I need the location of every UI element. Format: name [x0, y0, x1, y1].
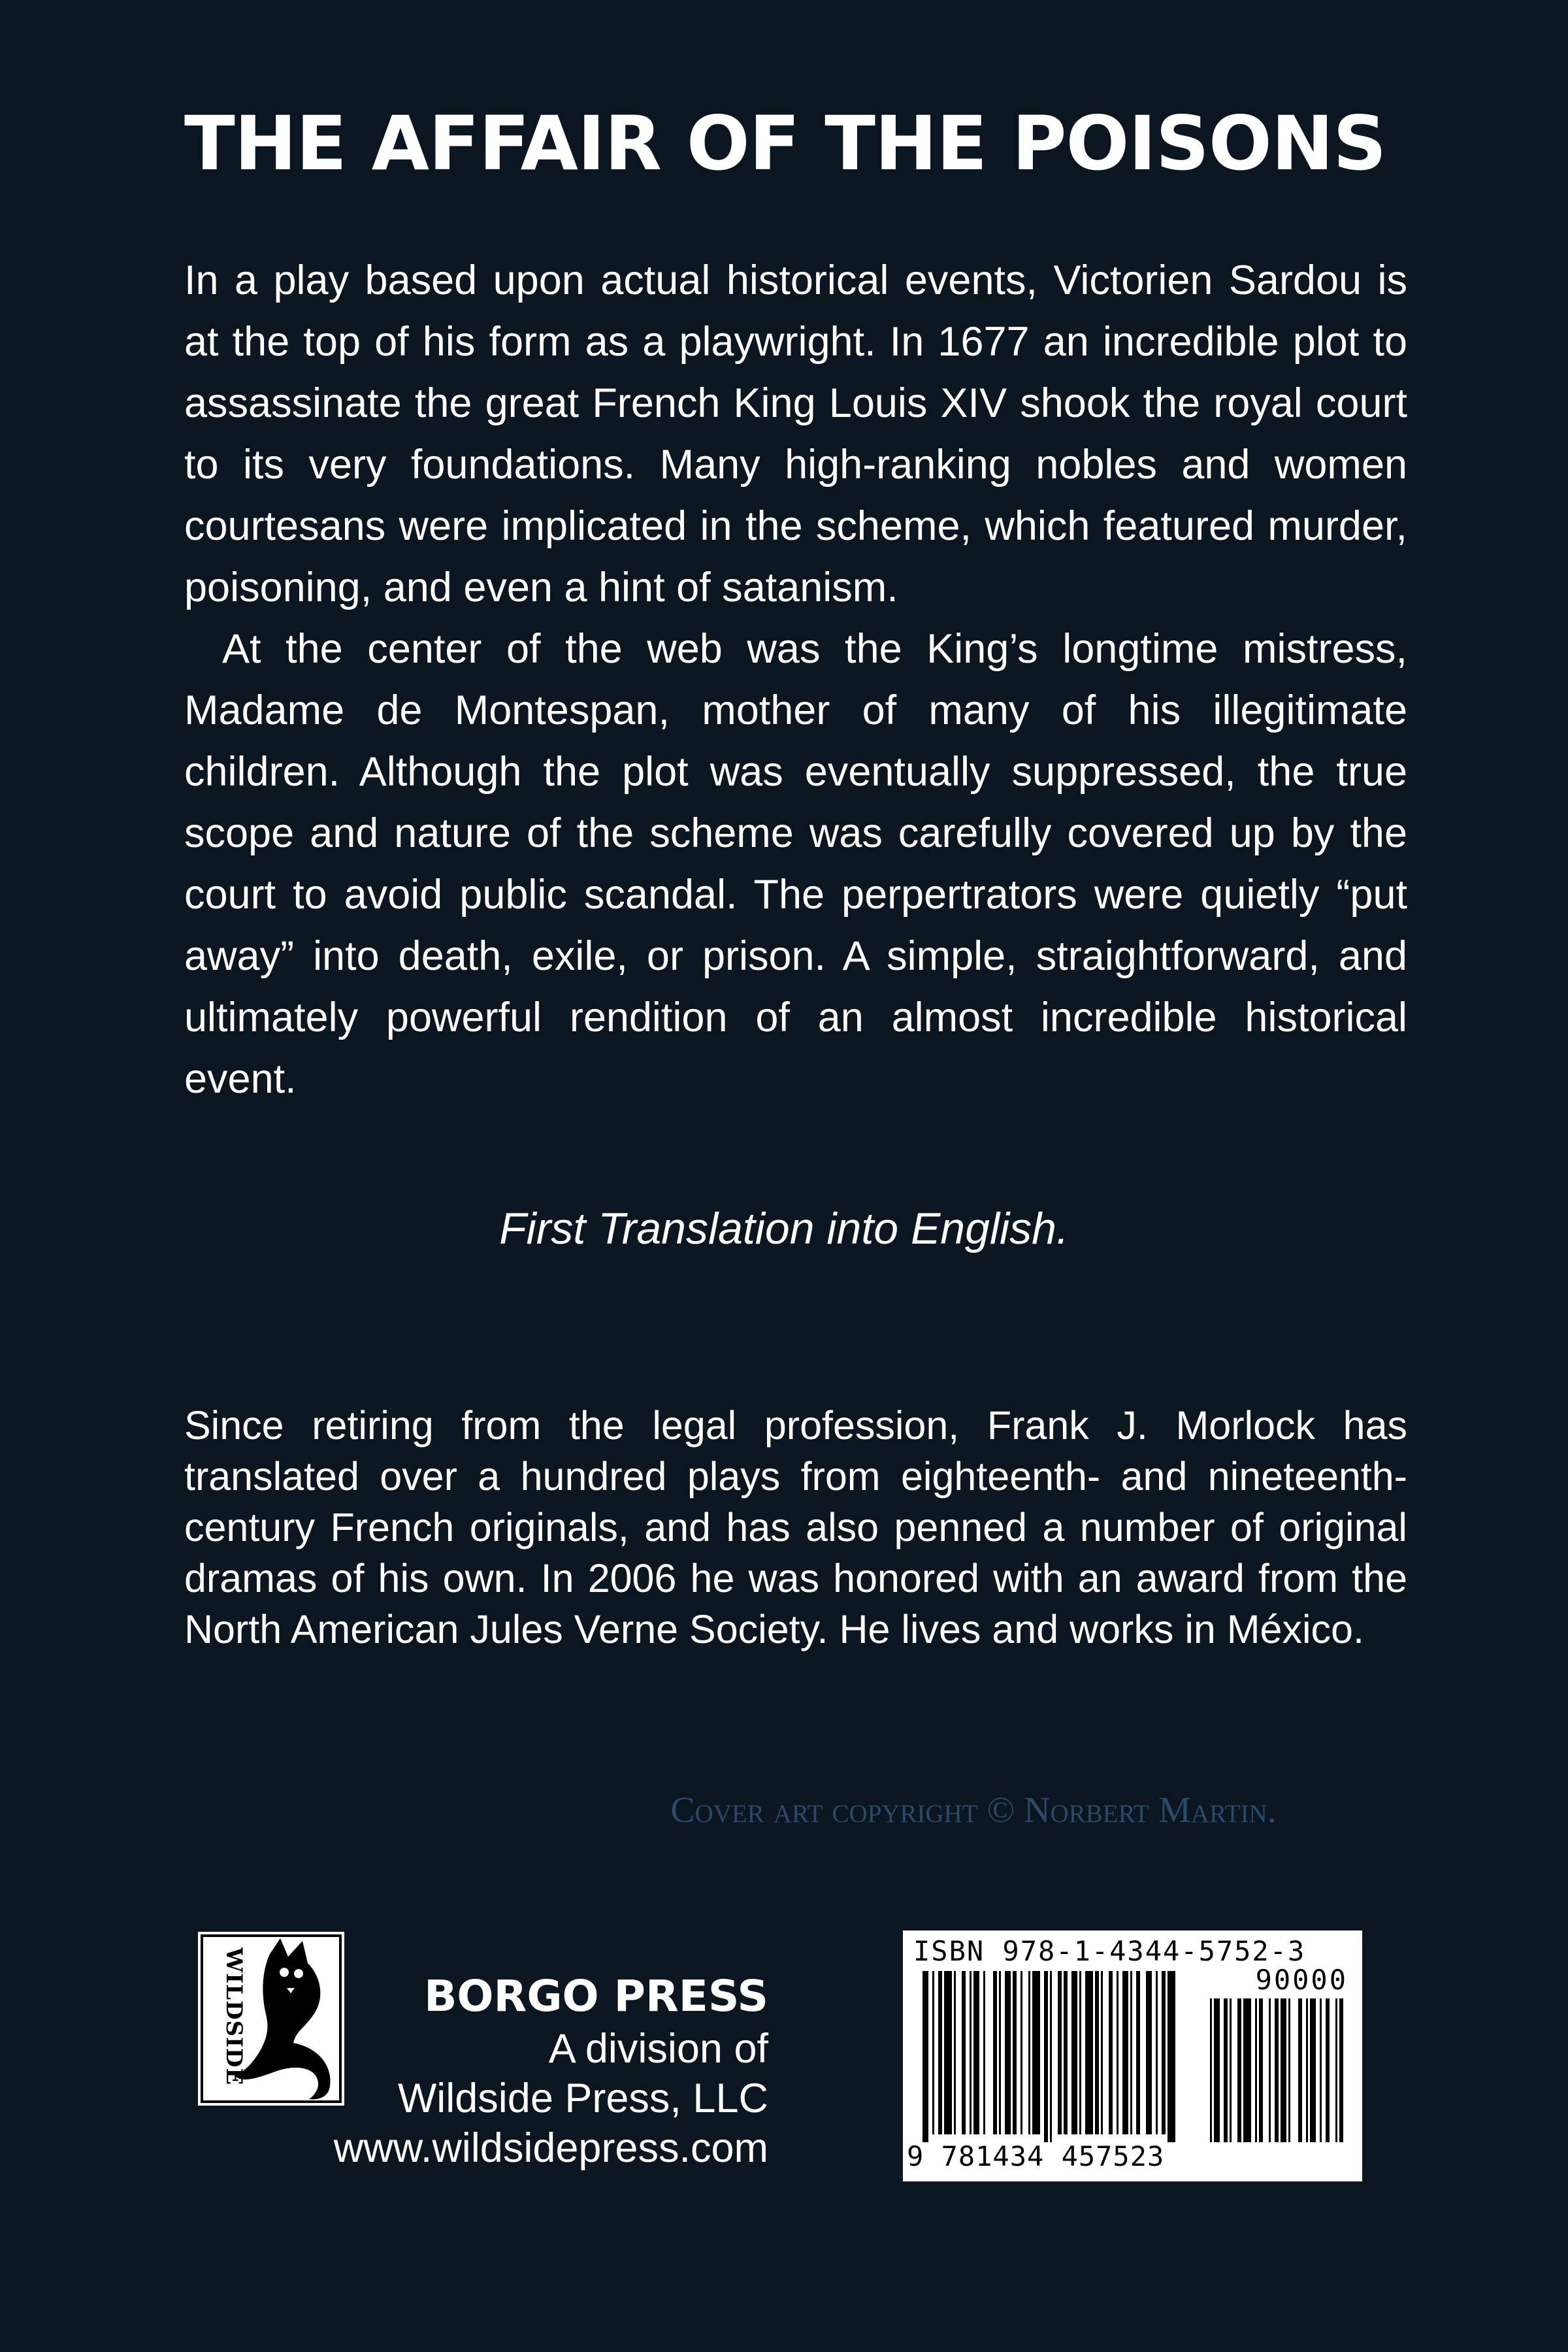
barcode-bar: [1013, 1971, 1017, 2134]
cover-art-credit: Cover art copyright © Norbert Martin.: [670, 1790, 1277, 1830]
barcode-bar: [1146, 1971, 1152, 2134]
barcode-bar: [1079, 1971, 1081, 2134]
barcode-bar: [1168, 1971, 1175, 2142]
supplemental-bar: [1275, 1998, 1279, 2142]
barcode-bar: [1021, 1971, 1022, 2134]
supplemental-bar: [1306, 1998, 1308, 2142]
barcode-bar: [938, 1971, 942, 2134]
price-code: 90000: [1255, 1964, 1348, 1996]
barcode-bar: [1122, 1971, 1128, 2134]
barcode-bar: [1136, 1971, 1140, 2134]
barcode-bar: [1130, 1971, 1132, 2134]
barcode-bar: [983, 1971, 985, 2134]
barcode-bar: [944, 1971, 952, 2134]
publisher-website: www.wildsidepress.com: [333, 2125, 768, 2171]
barcode-bar: [970, 1971, 972, 2134]
barcode-bar: [1117, 1971, 1119, 2134]
publisher-division: A division of: [548, 2026, 768, 2072]
barcode-bar: [1028, 1971, 1030, 2134]
supplemental-bar: [1224, 1998, 1228, 2142]
translation-tagline: First Translation into English.: [499, 1204, 1069, 1253]
barcode-bar: [1050, 1971, 1052, 2142]
isbn-barcode: [903, 1930, 1362, 2181]
barcode-bar: [1005, 1971, 1011, 2134]
supplemental-bar: [1243, 1998, 1251, 2142]
isbn-label: ISBN 978-1-4344-5752-3: [913, 1935, 1306, 1967]
ean-digits: 9 781434 457523: [907, 2140, 1165, 2172]
barcode-bar: [1071, 1971, 1077, 2134]
supplemental-bar: [1298, 1998, 1302, 2142]
blurb-paragraph: In a play based upon actual historical events, Victorien Sardou is at the top of his form as a playwright. In 1677 an incredible plot to assassinate the great French King Louis XIV shook the royal court to its very foundations. Many high-ranking nobles and women courtesans were implicated in the scheme, which featured murder, poisoning, and even a hint of satanism.: [184, 257, 1407, 610]
barcode-bar: [1156, 1971, 1158, 2134]
supplemental-bar: [1281, 1998, 1286, 2142]
barcode-bar: [1109, 1971, 1113, 2134]
supplemental-bar: [1288, 1998, 1290, 2142]
barcode-bar: [1044, 1971, 1048, 2142]
supplemental-bar: [1230, 1998, 1232, 2142]
supplemental-bar: [1339, 1998, 1343, 2142]
barcode-bar: [1032, 1971, 1040, 2134]
book-title: THE AFFAIR OF THE POISONS: [184, 100, 1386, 187]
publisher-name: BORGO PRESS: [424, 1971, 768, 2021]
blurb-paragraph: At the center of the web was the King’s longtime mistress, Madame de Montespan, mother of many of his illegitimate children. Although the plot was eventually suppressed, the true scope and nature of the scheme was carefully covered up by the court to avoid public scandal. The perpertrators were quietly “put away” into death, exile, or prison. A simple, straightforward, and ultimately powerful rendition of an almost incredible historical event.: [184, 626, 1407, 1102]
barcode-bar: [932, 1971, 934, 2134]
barcode-bar: [1162, 1971, 1166, 2134]
barcode-bar: [962, 1971, 966, 2134]
book-blurb: [184, 250, 1407, 1110]
supplemental-bar: [1269, 1998, 1271, 2142]
supplemental-bar: [1326, 1998, 1330, 2142]
barcode-bar: [993, 1971, 997, 2134]
publisher-parent: Wildside Press, LLC: [397, 2076, 768, 2121]
author-bio: Since retiring from the legal profession, Frank J. Morlock has translated over a hundred plays from eighteenth- and nineteenth-century French originals, and has also penned a number of original dramas of his own. In 2006 he was honored with an award from the North American Jules Verne Society. He lives and works in México.: [184, 1403, 1407, 1651]
supplemental-bar: [1214, 1998, 1220, 2142]
supplemental-bar: [1320, 1998, 1322, 2142]
barcode-bar: [973, 1971, 979, 2134]
barcode-bar: [1085, 1971, 1093, 2134]
publisher-info: [248, 1969, 768, 2173]
barcode-bar: [954, 1971, 956, 2134]
barcode-bar: [1095, 1971, 1099, 2134]
supplemental-bar: [1210, 1998, 1212, 2142]
logo-text: WILDSIDE: [221, 1947, 247, 2086]
barcode-bar: [923, 1971, 928, 2142]
barcode-bar: [999, 1971, 1001, 2134]
supplemental-bar: [1259, 1998, 1263, 2142]
barcode-bar: [1064, 1971, 1068, 2134]
supplemental-bar: [1237, 1998, 1241, 2142]
barcode-bar: [1101, 1971, 1103, 2134]
barcode-bar: [1058, 1971, 1062, 2134]
supplemental-bar: [1255, 1998, 1257, 2142]
supplemental-bar: [1310, 1998, 1316, 2142]
supplemental-bar: [1335, 1998, 1337, 2142]
